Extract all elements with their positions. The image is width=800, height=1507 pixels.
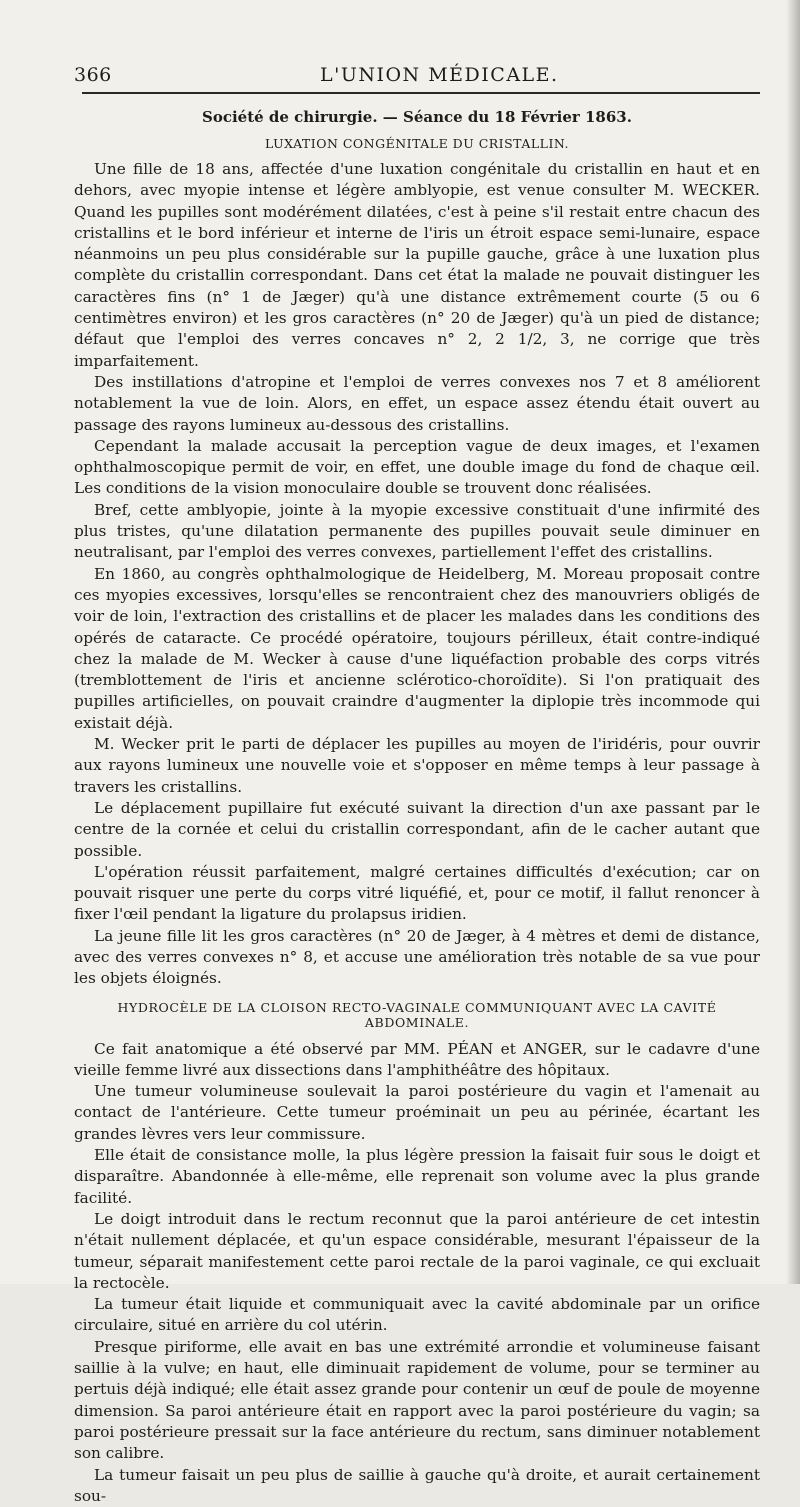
section-heading: Société de chirurgie. — Séance du 18 Février 1863. xyxy=(202,108,632,126)
paragraph: Des instillations d'atropine et l'emploi de verres convexes nos 7 et 8 améliorent notablement la vue de loin. Alors, en effet, un espace assez étendu était ouvert au passage des rayons lumineux au-dessous des cristallins. xyxy=(74,372,760,434)
page-number: 366 xyxy=(74,64,112,86)
paragraph: Une tumeur volumineuse soulevait la paroi postérieure du vagin et l'amenait au contact de l'antérieure. Cette tumeur proéminait un peu au périnée, écartant les grandes lèvres vers leur commissure. xyxy=(74,1082,760,1143)
page-header xyxy=(74,56,760,92)
section-hydrocele xyxy=(74,1000,760,1507)
paragraph: La tumeur était liquide et communiquait avec la cavité abdominale par un orifice circulaire, situé en arrière du col utérin. xyxy=(74,1295,760,1335)
paragraph: Bref, cette amblyopie, jointe à la myopie excessive constituait d'une infirmité des plus tristes, qu'une dilatation permanente des pupilles pouvait seule diminuer en neutralisant, par l'emploi des verres convexes, partiellement l'effet des cristallins. xyxy=(74,500,760,562)
paragraph: Le doigt introduit dans le rectum reconnut que la paroi antérieure de cet intestin n'était nullement déplacée, et qu'un espace considérable, mesurant l'épaisseur de la tumeur, séparait manifestement cette paroi rectale de la paroi vaginale, ce qui excluait la rectocèle. xyxy=(74,1209,760,1292)
section-societe-chirurgie xyxy=(74,108,760,990)
running-title: L'UNION MÉDICALE. xyxy=(320,64,559,86)
paragraph: La tumeur faisait un peu plus de saillie à gauche qu'à droite, et aurait certainement sou- xyxy=(74,1465,760,1505)
paragraph: M. Wecker prit le parti de déplacer les pupilles au moyen de l'iridéris, pour ouvrir aux rayons lumineux une nouvelle voie et s'opposer en même temps à leur passage à travers les cristallins. xyxy=(74,735,760,796)
paragraph: Ce fait anatomique a été observé par MM. PÉAN et ANGER, sur le cadavre d'une vieille femme livré aux dissections dans l'amphithéâtre des hôpitaux. xyxy=(74,1039,760,1079)
paragraph: En 1860, au congrès ophthalmologique de Heidelberg, M. Moreau proposait contre ces myopies excessives, lorsqu'elles se rencontraient chez des manouvriers obligés de voir de loin, l'extraction des cristallins et de placer les malades dans les conditions des opérés de cataracte. Ce procédé opératoire, toujours périlleux, était contre-indiqué chez la malade de M. Wecker à cause d'une liquéfaction probable des corps vitrés (tremblottement de l'iris et ancienne sclérotico-choroïdite). Si l'on pratiquait des pupilles artificielles, on pouvait craindre d'augmenter la diplopie très incommode qui existait déjà. xyxy=(74,564,760,732)
page-edge-shadow xyxy=(786,0,800,1284)
section-title: HYDROCÈLE DE LA CLOISON RECTO-VAGINALE COMMUNIQUANT AVEC LA CAVITÉ ABDOMINALE. xyxy=(117,999,717,1030)
paragraph: L'opération réussit parfaitement, malgré certaines difficultés d'exécution; car on pouvait risquer une perte du corps vitré liquéfié, et, pour ce motif, il fallut renoncer à fixer l'œil pendant la ligature du prolapsus iridien. xyxy=(74,862,760,924)
paragraph: La jeune fille lit les gros caractères (n° 20 de Jæger, à 4 mètres et demi de distance, avec des verres convexes n° 8, et accuse une amélioration très notable de sa vue pour les objets éloignés. xyxy=(74,926,760,988)
section-subtitle: LUXATION CONGÉNITALE DU CRISTALLIN. xyxy=(264,136,570,151)
paragraph: Presque piriforme, elle avait en bas une extrémité arrondie et volumineuse faisant saillie à la vulve; en haut, elle diminuait rapidement de volume, pour se terminer au pertuis déjà indiqué; elle était assez grande pour contenir un œuf de poule de moyenne dimension. Sa paroi antérieure était en rapport avec la paroi postérieure du vagin; sa paroi postérieure pressait sur la face antérieure du rectum, sans diminuer notablement son calibre. xyxy=(74,1337,760,1463)
header-rule xyxy=(82,92,760,94)
paragraph: Elle était de consistance molle, la plus légère pression la faisait fuir sous le doigt et disparaître. Abandonnée à elle-même, elle reprenait son volume avec la plus grande facilité. xyxy=(74,1146,760,1207)
paragraph: Une fille de 18 ans, affectée d'une luxation congénitale du cristallin en haut et en dehors, avec myopie intense et légère amblyopie, est venue consulter M. WECKER. Quand les pupilles sont modérément dilatées, c'est à peine s'il restait entre chacun des cristallins et le bord inférieur et interne de l'iris un étroit espace semi-lunaire, espace néanmoins un peu plus considérable sur la pupille gauche, grâce à une luxation plus complète du cristallin correspondant. Dans cet état la malade ne pouvait distinguer les caractères fins (n° 1 de Jæger) qu'à une distance extrêmement courte (5 ou 6 centimètres environ) et les gros caractères (n° 20 de Jæger) qu'à un pied de distance; défaut que l'emploi des verres concaves n° 2, 2 1/2, 3, ne corrige que très imparfaitement. xyxy=(74,160,760,370)
paragraph: Le déplacement pupillaire fut exécuté suivant la direction d'un axe passant par le centre de la cornée et celui du cristallin correspondant, afin de le cacher autant que possible. xyxy=(74,798,760,860)
paragraph: Cependant la malade accusait la perception vague de deux images, et l'examen ophthalmoscopique permit de voir, en effet, une double image du fond de chaque œil. Les conditions de la vision monoculaire double se trouvent donc réalisées. xyxy=(74,436,760,498)
